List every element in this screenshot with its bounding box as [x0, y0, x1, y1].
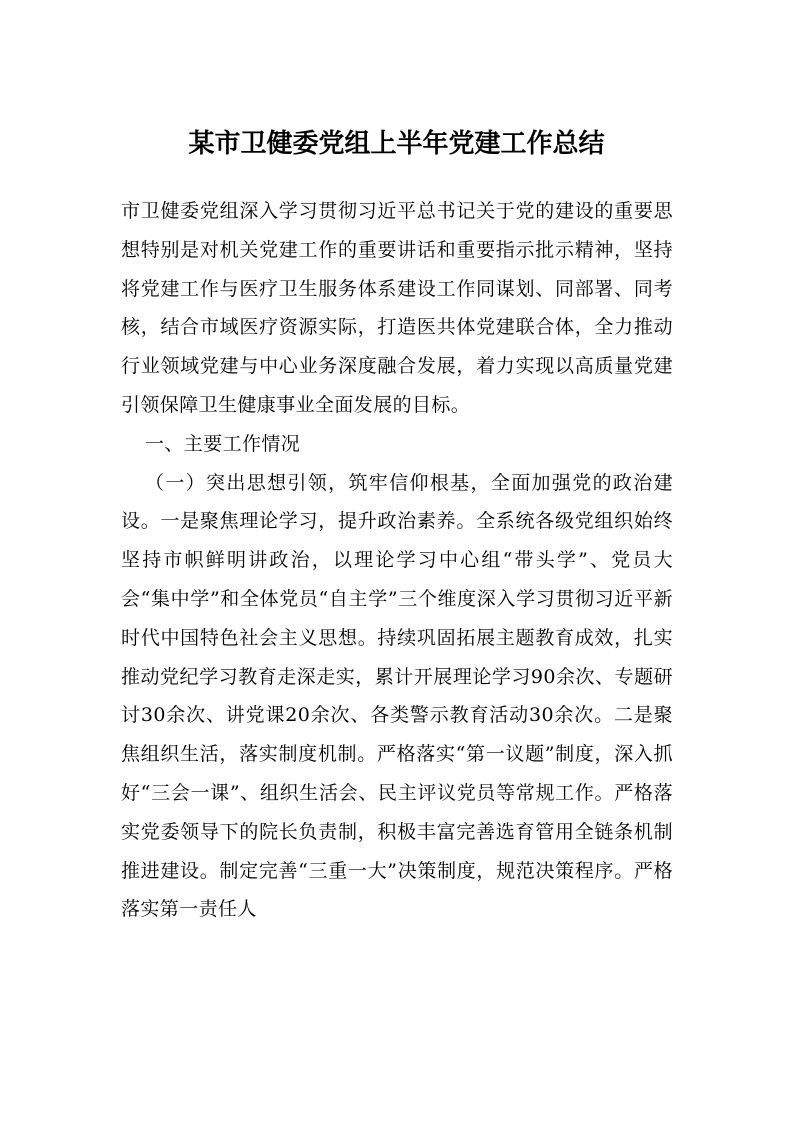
intro-paragraph: 市卫健委党组深入学习贯彻习近平总书记关于党的建设的重要思想特别是对机关党建工作的重要讲话和重要指示批示精神，坚持将党建工作与医疗卫生服务体系建设工作同谋划、同部署、同考核，结合市域医疗资源实际，打造医共体党建联合体，全力推动行业领域党建与中心业务深度融合发展，着力实现以高质量党建引领保障卫生健康事业全面发展的目标。 — [121, 200, 673, 416]
document-body — [121, 192, 673, 929]
section-paragraph: （一）突出思想引领，筑牢信仰根基，全面加强党的政治建设。一是聚焦理论学习，提升政治素养。全系统各级党组织始终坚持市帜鲜明讲政治，以理论学习中心组“带头学”、党员大会“集中学”和全体党员“自主学”三个维度深入学习贯彻习近平新时代中国特色社会主义思想。持续巩固拓展主题教育成效，扎实推动党纪学习教育走深走实，累计开展理论学习90余次、专题研讨30余次、讲党课20余次、各类警示教育活动30余次。二是聚焦组织生活，落实制度机制。严格落实“第一议题”制度，深入抓好“三会一课”、组织生活会、民主评议党员等常规工作。严格落实党委领导下的院长负责制，积极丰富完善选育管用全链条机制推进建设。制定完善“三重一大”决策制度，规范决策程序。严格落实第一责任人 — [121, 471, 673, 921]
document-title: 某市卫健委党组上半年党建工作总结 — [188, 129, 605, 159]
section-heading: 一、主要工作情况 — [145, 432, 301, 455]
